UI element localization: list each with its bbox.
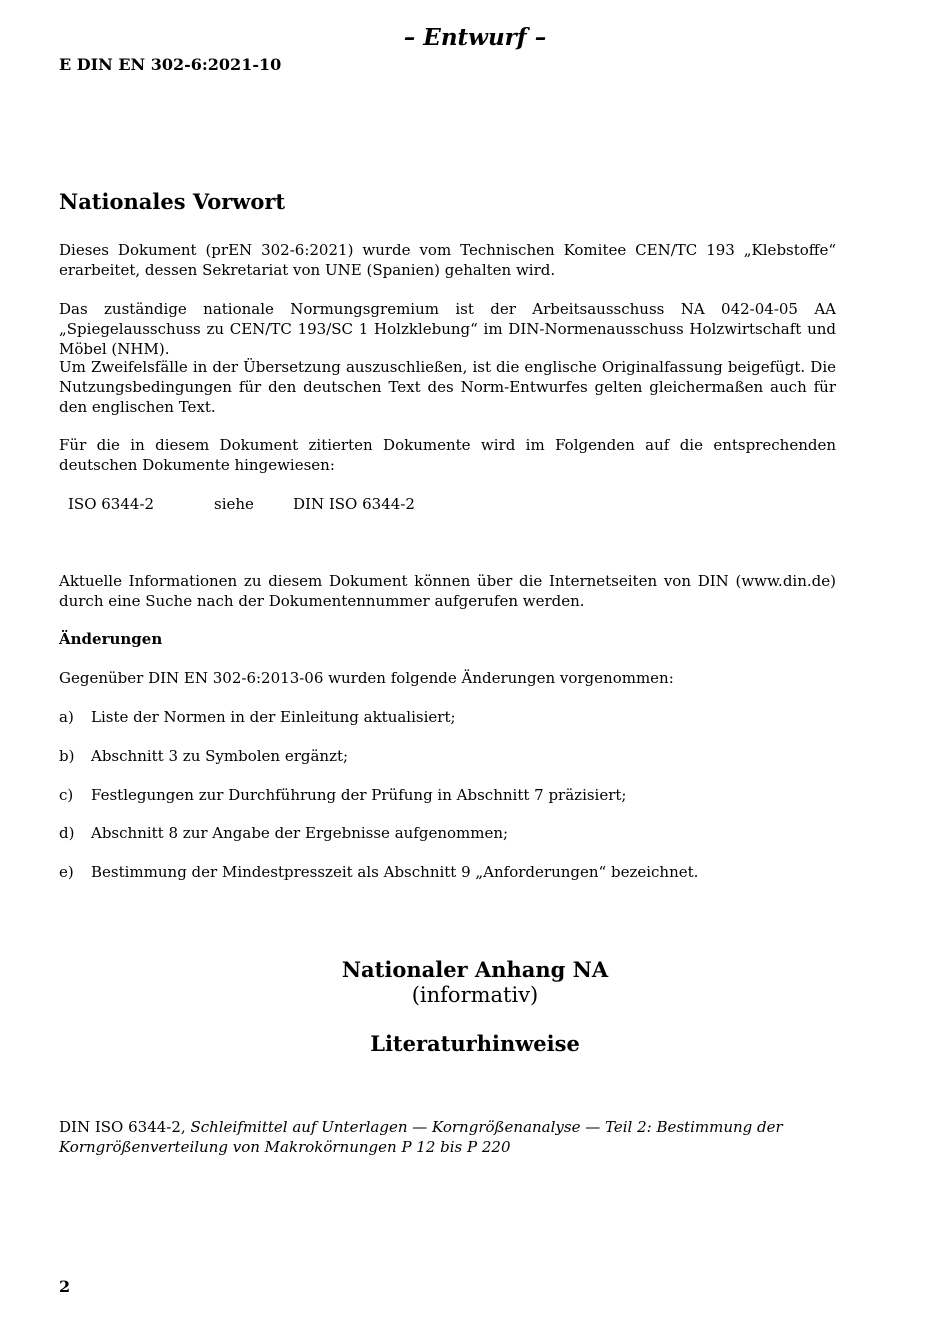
list-item-text: Bestimmung der Mindestpresszeit als Abschnitt 9 „Anforderungen“ bezeichnet. bbox=[91, 863, 699, 881]
list-item-label: d) bbox=[59, 824, 75, 842]
list-item-label: e) bbox=[59, 863, 74, 881]
draft-label: – Entwurf – bbox=[403, 24, 547, 51]
reference-din: DIN ISO 6344-2 bbox=[293, 495, 415, 513]
list-item bbox=[59, 785, 627, 805]
page-number: 2 bbox=[59, 1277, 71, 1296]
list-item-label: c) bbox=[59, 786, 74, 804]
list-item-label: b) bbox=[59, 747, 75, 765]
paragraph-working-committee: Das zuständige nationale Normungsgremium ist der Arbeitsausschuss NA 042-04-05 AA „Spiegelausschuss zu CEN/TC 193/SC 1 Holzklebung“ im DIN-Normenausschuss Holzwirtschaft und Möbel (NHM). bbox=[59, 300, 836, 358]
literature-title: Literaturhinweise bbox=[370, 1031, 580, 1056]
list-item bbox=[59, 862, 698, 882]
reference-iso: ISO 6344-2 bbox=[68, 495, 155, 513]
paragraph-references-intro: Für die in diesem Dokument zitierten Dokumente wird im Folgenden auf die entsprechenden deutschen Dokumente hingewiesen: bbox=[59, 436, 836, 474]
document-id: E DIN EN 302-6:2021-10 bbox=[59, 55, 282, 74]
bibliography-title: Schleifmittel auf Unterlagen — Korngrößenanalyse — Teil 2: Bestimmung der Korngrößenverteilung von Makrokörnungen P 12 bis P 220 bbox=[59, 1118, 783, 1156]
paragraph-info: Aktuelle Informationen zu diesem Dokument können über die Internetseiten von DIN (www.din.de) durch eine Suche nach der Dokumentennummer aufgerufen werden. bbox=[59, 572, 836, 610]
paragraph-committee: Dieses Dokument (prEN 302-6:2021) wurde vom Technischen Komitee CEN/TC 193 „Klebstoffe“ erarbeitet, dessen Sekretariat von UNE (Spanien) gehalten wird. bbox=[59, 241, 836, 279]
section-title-national-foreword: Nationales Vorwort bbox=[59, 189, 286, 214]
changes-intro: Gegenüber DIN EN 302-6:2013-06 wurden folgende Änderungen vorgenommen: bbox=[59, 669, 674, 687]
list-item bbox=[59, 707, 456, 727]
list-item-text: Abschnitt 8 zur Angabe der Ergebnisse aufgenommen; bbox=[91, 824, 509, 842]
annex-subtitle: (informativ) bbox=[411, 983, 539, 1007]
list-item-text: Festlegungen zur Durchführung der Prüfung in Abschnitt 7 präzisiert; bbox=[91, 786, 627, 804]
list-item bbox=[59, 823, 508, 843]
paragraph-translation-note: Um Zweifelsfälle in der Übersetzung auszuschließen, ist die englische Originalfassung beigefügt. Die Nutzungsbedingungen für den deutschen Text des Norm-Entwurfes gelten gleichermaßen auch für den englischen Text. bbox=[59, 358, 836, 416]
list-item-label: a) bbox=[59, 708, 74, 726]
annex-title: Nationaler Anhang NA bbox=[341, 957, 609, 982]
list-item-text: Liste der Normen in der Einleitung aktualisiert; bbox=[91, 708, 456, 726]
list-item bbox=[59, 746, 348, 766]
bibliography-entry bbox=[59, 1117, 836, 1157]
reference-see: siehe bbox=[214, 495, 254, 513]
list-item-text: Abschnitt 3 zu Symbolen ergänzt; bbox=[91, 747, 349, 765]
changes-title: Änderungen bbox=[59, 630, 163, 648]
bibliography-ref: DIN ISO 6344-2, bbox=[59, 1118, 186, 1136]
